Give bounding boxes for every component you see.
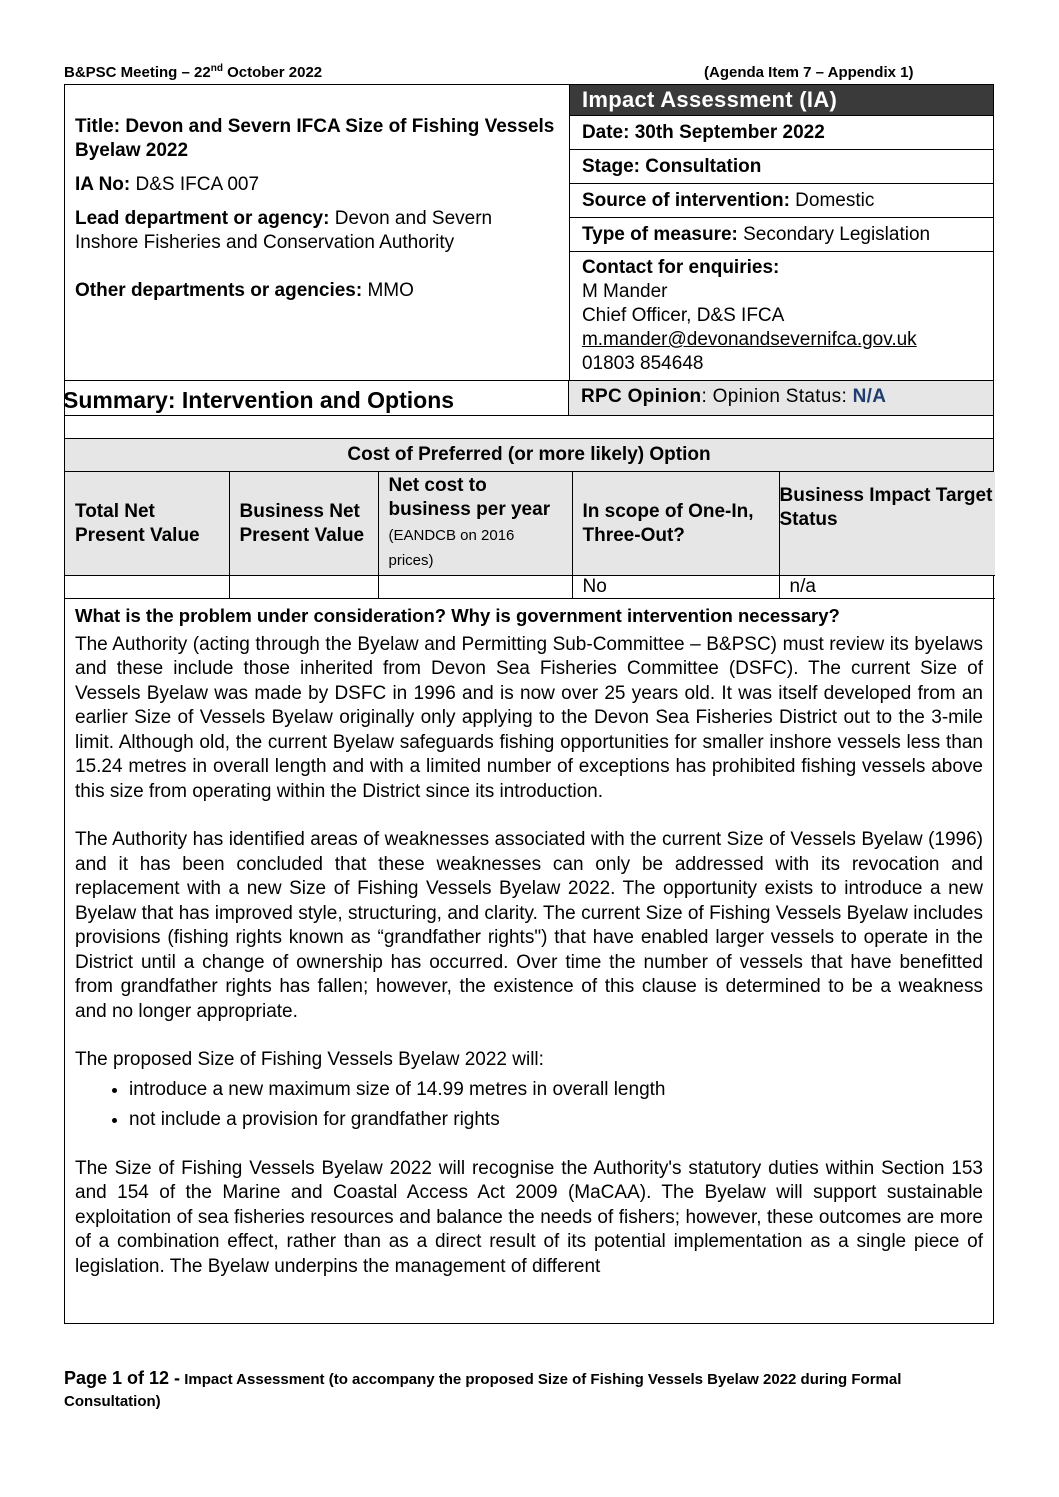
top-section	[65, 85, 993, 381]
meeting-header	[64, 64, 322, 81]
ia-heading: Impact Assessment (IA)	[570, 85, 993, 115]
contact-phone: 01803 854648	[581, 353, 704, 374]
problem-paragraph-1: The Authority (acting through the Byelaw and Permitting Sub-Committee – B&PSC) must review its byelaws and these include those inherited from Devon Sea Fisheries Committee (DSFC). The current Size of Vessels Byelaw was made by DSFC in 1996 and is now over 25 years old. It was itself developed from an earlier Size of Vessels Byelaw originally only applying to the Devon Sea Fisheries District out to the 3-mile limit. Although old, the current Byelaw safeguards fishing opportunities for smaller inshore vessels less than 15.24 metres in overall length and with a limited number of exceptions has prohibited fishing vessels above this size from operating within the District since its introduction.	[75, 633, 983, 802]
rpc-status-label: : Opinion Status:	[701, 386, 853, 407]
cost-table-heading: Cost of Preferred (or more likely) Option	[65, 439, 993, 472]
val-business-npv	[229, 576, 378, 599]
contact-label: Contact for enquiries:	[581, 257, 780, 278]
type-label: Type of measure:	[581, 223, 738, 245]
ia-number-value: D&S IFCA 007	[130, 174, 260, 195]
footer-text: Impact Assessment (to accompany the proposed Size of Fishing Vessels Byelaw 2022 during Formal Consultation)	[64, 1371, 902, 1410]
cost-table	[65, 472, 995, 599]
col-net-cost: Net cost to business per year (EANDCB on 2016 prices)	[378, 472, 572, 576]
impact-assessment-form	[64, 84, 994, 1324]
contact-name: M Mander	[581, 281, 668, 302]
contact-role: Chief Officer, D&S IFCA	[581, 305, 785, 326]
blank-row	[65, 416, 993, 439]
type-value: Secondary Legislation	[737, 223, 931, 245]
ia-stage: Stage: Consultation	[570, 149, 993, 183]
page-number: Page 1 of 12 -	[64, 1368, 181, 1388]
proposal-list	[105, 1078, 983, 1133]
other-departments	[75, 279, 559, 303]
lead-department	[75, 207, 559, 255]
other-departments-label: Other departments or agencies:	[75, 280, 363, 301]
ia-number	[75, 173, 559, 197]
meeting-header-sup: nd	[210, 63, 223, 74]
source-label: Source of intervention:	[581, 189, 790, 211]
ia-date: Date: 30th September 2022	[570, 115, 993, 149]
problem-paragraph-3: The proposed Size of Fishing Vessels Byelaw 2022 will:	[75, 1049, 544, 1070]
val-bit-status: n/a	[779, 576, 995, 599]
source-of-intervention	[570, 183, 993, 217]
agenda-header: (Agenda Item 7 – Appendix 1)	[704, 64, 914, 81]
title-panel	[65, 85, 569, 380]
list-item: • introduce a new maximum size of 14.99 metres in overall length	[129, 1078, 983, 1103]
lead-department-value: Devon and Severn Inshore Fisheries and Conservation Authority	[75, 208, 493, 253]
col-total-npv: Total Net Present Value	[65, 472, 229, 576]
rpc-label: RPC Opinion	[581, 386, 702, 407]
col-business-npv: Business Net Present Value	[229, 472, 378, 576]
ia-info-panel	[569, 85, 993, 380]
source-value: Domestic	[789, 189, 875, 211]
val-in-scope: No	[572, 576, 779, 599]
problem-heading: What is the problem under consideration? Why is government intervention necessary?	[75, 605, 840, 626]
summary-heading: Summary: Intervention and Options	[63, 387, 455, 413]
other-departments-value: MMO	[362, 280, 414, 301]
val-net-cost	[378, 576, 572, 599]
type-of-measure	[570, 217, 993, 251]
lead-department-label: Lead department or agency:	[75, 208, 330, 229]
col-bit-status: Business Impact Target Status	[779, 472, 995, 576]
ia-title: Title: Devon and Severn IFCA Size of Fishing Vessels Byelaw 2022	[75, 116, 555, 161]
problem-section	[65, 599, 993, 1323]
contact-block	[570, 251, 993, 380]
meeting-header-date: October 2022	[222, 64, 323, 81]
ia-number-label: IA No:	[75, 174, 131, 195]
val-total-npv	[65, 576, 229, 599]
meeting-header-text: B&PSC Meeting – 22	[64, 64, 211, 81]
rpc-opinion	[568, 381, 993, 415]
rpc-status-value: N/A	[852, 386, 887, 407]
summary-row	[65, 381, 993, 416]
problem-paragraph-2: The Authority has identified areas of weaknesses associated with the current Size of Vessels Byelaw (1996) and it has been concluded that these weaknesses can only be addressed with its revocation and replacement with a new Size of Fishing Vessels Byelaw 2022. The opportunity exists to introduce a new Byelaw that has improved style, structuring, and clarity. The current Size of Fishing Vessels Byelaw includes provisions (fishing rights known as “grandfather rights") that have enabled larger vessels to operate in the District until a change of ownership has occurred. Over time the number of vessels that have benefitted from grandfather rights has fallen; however, the existence of this clause is determined to be a weakness and no longer appropriate.	[75, 829, 983, 1022]
list-item: • not include a provision for grandfather rights	[129, 1108, 983, 1133]
col-in-scope: In scope of One-In, Three-Out?	[572, 472, 779, 576]
page-footer	[64, 1367, 994, 1413]
contact-email-link[interactable]: m.mander@devonandsevernifca.gov.uk	[581, 329, 917, 350]
problem-paragraph-4: The Size of Fishing Vessels Byelaw 2022 will recognise the Authority's statutory duties within Section 153 and 154 of the Marine and Coastal Access Act 2009 (MaCAA). The Byelaw will support sustainable exploitation of sea fisheries resources and balance the needs of fishers; however, these outcomes are more of a combination effect, rather than as a direct result of its potential implementation as a single piece of legislation. The Byelaw underpins the management of different	[75, 1157, 983, 1277]
